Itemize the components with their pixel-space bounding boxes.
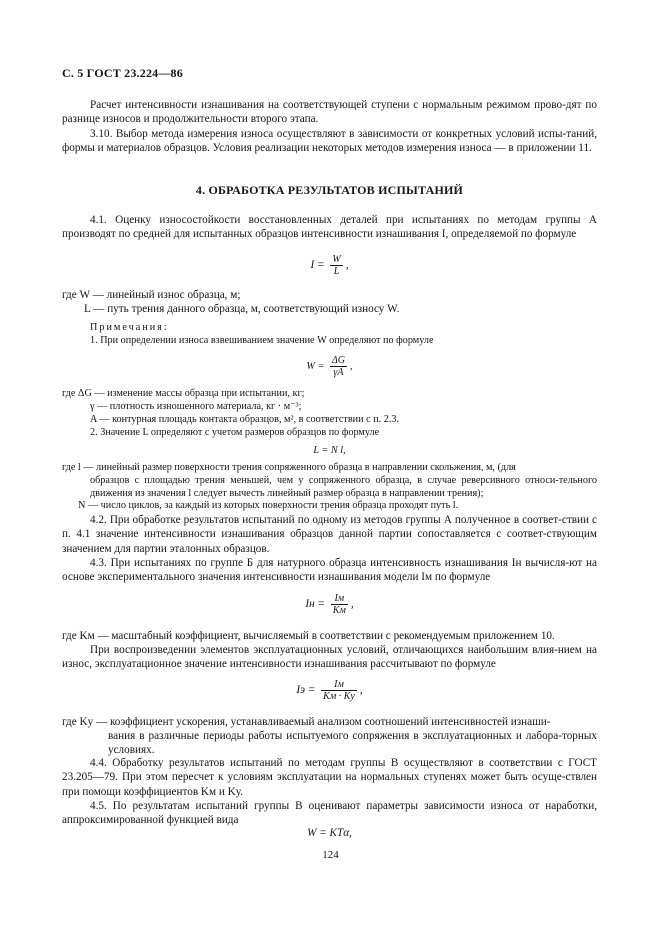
paragraph-4-3: 4.3. При испытаниях по группе Б для натурного образца интенсивность изнашивания Iн вычисля-ют на основе экспериментального значения интенсивности изнашивания модели Iм по формуле: [62, 557, 597, 584]
formula-numerator: Iм: [331, 593, 348, 605]
formula-tail: ,: [359, 684, 363, 697]
definition-l-lead: где l — линейный размер поверхности трения сопряженного образца в направлении скольжения, м, (для: [62, 462, 516, 473]
section-title: 4. ОБРАБОТКА РЕЗУЛЬТАТОВ ИСПЫТАНИЙ: [195, 183, 464, 197]
note-1: 1. При определении износа взвешиванием значение W определяют по формуле: [90, 335, 434, 346]
paragraph-4-3-continued: При воспроизведении элементов эксплуатационных условий, отличающихся наибольшим влия-нием на износ, эксплуатационное значение интенсивности изнашивания рассчитывают по формуле: [62, 644, 597, 671]
definition-l: L — путь трения данного образца, м, соответствующий износу W.: [84, 303, 400, 315]
document-header: С. 5 ГОСТ 23.224—86: [62, 66, 183, 80]
page-number: 124: [322, 849, 339, 861]
intro-paragraph-1: Расчет интенсивности изнашивания на соответствующей ступени с нормальным режимом прово-дят по разнице износов и продолжительности второго этапа.: [62, 99, 597, 126]
formula-tail: ,: [345, 259, 349, 272]
formula-fraction: [330, 254, 342, 277]
intro-paragraph-3-10: 3.10. Выбор метода измерения износа осуществляют в зависимости от конкретных условий испы-таний, формы и материалов образцов. Условия реализации некоторых методов измерения износа — в приложении 11.: [62, 128, 597, 155]
formula-numerator: W: [332, 254, 341, 265]
formula-denominator: L: [333, 266, 340, 277]
formula-lhs: W =: [306, 360, 325, 372]
definition-n: N — число циклов, за каждый из которых поверхности трения образца проходят путь l.: [78, 500, 459, 511]
definition-w: где W — линейный износ образца, м;: [62, 289, 241, 301]
formula-fraction: [321, 679, 357, 702]
formula-tail: ,: [350, 360, 353, 372]
formula-length: L = N l,: [313, 445, 346, 456]
definition-l-rest: образцов с площадью трения меньшей, чем у сопряженного образца, в случае реверсивного относи-тельного движения из значения l следует вычесть линейный размер образца в направлении трения);: [90, 475, 597, 499]
paragraph-4-2: 4.2. При обработке результатов испытаний по одному из методов группы А полученное в соответ-ствии с п. 4.1 значение интенсивности изнашивания образцов данной партии сопоставляется с соответ-ствующим значением для партии эталонных образцов.: [62, 514, 597, 555]
formula-weight: [62, 355, 597, 378]
formula-wear-function: W = KTα,: [307, 827, 352, 839]
paragraph-4-1: 4.1. Оценку износостойкости восстановленных деталей при испытаниях по методам группы А производят по средней для испытанных образцов интенсивности изнашивания I, определяемой по формуле: [62, 214, 597, 241]
formula-numerator: ΔG: [331, 355, 345, 366]
notes-title: Примечания:: [90, 322, 169, 333]
formula-lhs: I =: [310, 259, 325, 272]
definition-km: где Kм — масштабный коэффициент, вычисляемый в соответствии с рекомендуемым приложением 10.: [62, 630, 555, 642]
paragraph-4-5: 4.5. По результатам испытаний группы В оценивают параметры зависимости износа от наработки, аппроксимированной функцией вида: [62, 800, 597, 827]
formula-tail: ,: [350, 598, 354, 611]
definition-gamma: γ — плотность изношенного материала, кг · м⁻³;: [90, 401, 302, 412]
formula-fraction: [331, 593, 348, 616]
formula-numerator: Iм: [321, 679, 357, 691]
definition-a: A — контурная площадь контакта образцов, м², в соответствии с п. 2.3.: [90, 414, 399, 425]
definition-delta-g: где ΔG — изменение массы образца при испытании, кг;: [62, 388, 305, 399]
definition-ku-rest: вания в различные периоды работы испытуемого сопряжения в эксплуатационных и лабора-торных условиях.: [108, 730, 597, 757]
formula-lhs: Iэ =: [296, 684, 316, 697]
formula-lhs: Iн =: [305, 598, 325, 611]
note-2: 2. Значение L определяют с учетом размеров образцов по формуле: [90, 427, 380, 438]
formula-denominator: γA: [333, 367, 344, 378]
formula-natural: [62, 593, 597, 616]
formula-denominator: Kм · Kу: [323, 691, 355, 702]
definition-ku-lead: где Kу — коэффициент ускорения, устанавливаемый анализом соотношений интенсивностей изнаши-: [62, 716, 551, 728]
paragraph-4-4: 4.4. Обработку результатов испытаний по методам группы В осуществляют в соответствии с ГОСТ 23.205—79. При этом пересчет к условиям эксплуатации на нормальных ступенях может быть осуще-ствлен при помощи коэффициентов Kм и Kу.: [62, 757, 597, 798]
formula-operational: [62, 679, 597, 702]
formula-intensity: [62, 254, 597, 277]
formula-fraction: [330, 355, 347, 378]
formula-denominator: Kм: [332, 605, 346, 616]
